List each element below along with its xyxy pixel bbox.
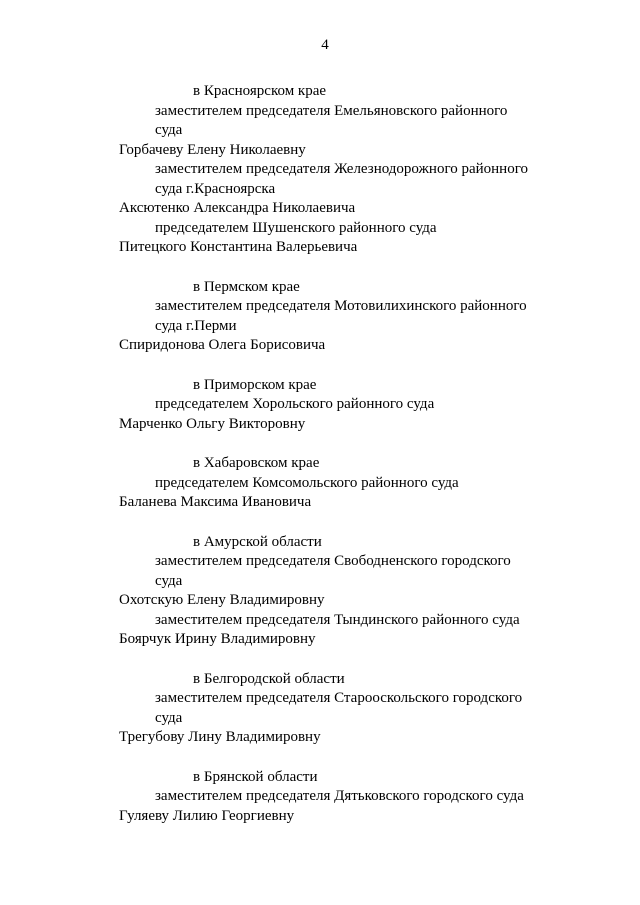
appointee-name: Баланева Максима Ивановича <box>119 494 312 510</box>
appointee-name: Марченко Ольгу Викторовну <box>119 415 306 432</box>
appointee-name: Трегубову Лину Владимировну <box>119 729 321 745</box>
appointee-name: Аксютенко Александра Николаевича <box>119 200 356 216</box>
appointment-position: суда <box>155 122 183 138</box>
page-number: 4 <box>321 37 329 53</box>
region-heading: в Приморском крае <box>193 376 317 393</box>
region-section <box>0 533 640 650</box>
appointment-position: заместителем председателя Дятьковского городского суда <box>155 788 524 804</box>
appointee-name: Боярчук Ирину Владимировну <box>119 631 316 647</box>
appointment-position: заместителем председателя Железнодорожного районного <box>155 161 528 177</box>
appointee-name: Гуляеву Лилию Георгиевну <box>119 807 295 824</box>
region-heading: в Пермском крае <box>193 278 300 295</box>
appointment-position: заместителем председателя Мотовилихинского районного <box>155 298 527 314</box>
appointment-position: суда г.Красноярска <box>155 180 276 197</box>
region-section <box>0 768 640 827</box>
region-heading: в Хабаровском крае <box>193 455 320 471</box>
region-section <box>0 82 640 258</box>
appointment-position: заместителем председателя Тындинского районного суда <box>155 611 520 628</box>
document-body <box>0 82 640 846</box>
appointment-position: суда <box>155 572 183 589</box>
appointment-position: председателем Комсомольского районного суда <box>155 474 459 491</box>
appointment-position: суда <box>155 709 183 726</box>
appointment-position: заместителем председателя Старооскольского городского <box>155 690 523 706</box>
region-section <box>0 376 640 435</box>
appointee-name: Горбачеву Елену Николаевну <box>119 141 306 158</box>
region-heading: в Белгородской области <box>193 670 345 687</box>
region-section <box>0 454 640 513</box>
appointee-name: Питецкого Константина Валерьевича <box>119 239 358 255</box>
region-heading: в Амурской области <box>193 533 322 550</box>
appointment-position: заместителем председателя Свободненского городского <box>155 553 511 569</box>
region-section <box>0 670 640 748</box>
region-section <box>0 278 640 356</box>
appointment-position: председателем Шушенского районного суда <box>155 219 437 236</box>
appointment-position: заместителем председателя Емельяновского районного <box>155 102 508 119</box>
region-heading: в Красноярском крае <box>193 83 327 99</box>
appointee-name: Спиридонова Олега Борисовича <box>119 337 326 353</box>
region-heading: в Брянской области <box>193 768 318 785</box>
appointment-position: суда г.Перми <box>155 317 237 334</box>
appointment-position: председателем Хорольского районного суда <box>155 396 435 412</box>
appointee-name: Охотскую Елену Владимировну <box>119 592 325 608</box>
